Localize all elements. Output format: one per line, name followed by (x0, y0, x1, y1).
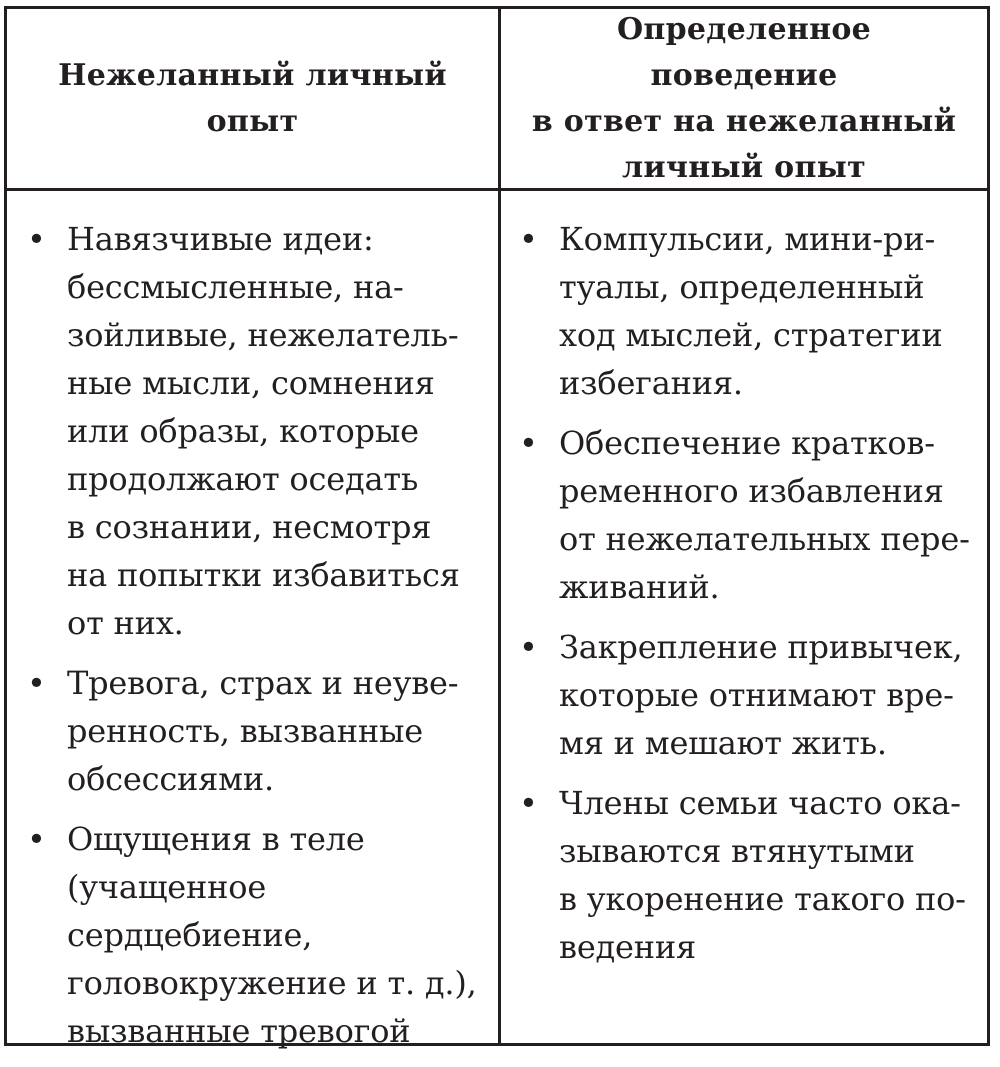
text-line: туалы, определенный (559, 268, 925, 306)
right-column-body (501, 191, 987, 983)
bullet-icon: • (519, 784, 538, 822)
text-line: ход мыслей, стратегии (559, 316, 943, 354)
list-item-text (67, 215, 484, 647)
text-line: от них. (67, 604, 184, 642)
list-item-text (67, 815, 484, 1055)
left-header-line: опыт (206, 103, 299, 139)
text-line: (учащенное (67, 868, 267, 906)
text-line: сердцебиение, (67, 916, 313, 954)
text-line: от нежелательных пере- (559, 520, 970, 558)
right-header-line: Определенное поведение (616, 11, 872, 93)
text-line: ные мысли, сомнения (67, 364, 435, 402)
text-line: бессмысленные, на- (67, 268, 404, 306)
text-line: в сознании, несмотря (67, 508, 432, 546)
list-item-text (67, 659, 484, 803)
list-item (27, 659, 484, 803)
text-line: зойливые, нежелатель- (67, 316, 459, 354)
text-line: в укоренение такого по- (559, 880, 966, 918)
left-column-body (7, 191, 498, 1067)
text-line: на попытки избавиться (67, 556, 460, 594)
right-header-line: личный опыт (621, 149, 867, 185)
text-line: Тревога, страх и неуве- (67, 664, 459, 702)
text-line: обсессиями. (67, 760, 274, 798)
text-line: ведения (559, 928, 697, 966)
text-line: мя и мешают жить. (559, 724, 887, 762)
text-line: Навязчивые идеи: (67, 220, 374, 258)
text-line: живаний. (559, 568, 720, 606)
text-line: Обеспечение кратков- (559, 424, 935, 462)
list-item-text (559, 215, 973, 407)
bullet-icon: • (519, 220, 538, 258)
bullet-icon: • (519, 628, 538, 666)
list-item (27, 815, 484, 1055)
bullet-icon: • (27, 820, 46, 858)
text-line: зываются втянутыми (559, 832, 915, 870)
list-item-text (559, 779, 973, 971)
text-line: продолжают оседать (67, 460, 419, 498)
left-header-line: Нежеланный личный (58, 57, 447, 93)
bullet-icon: • (27, 664, 46, 702)
text-line: головокружение и т. д.), (67, 964, 477, 1002)
text-line: или образы, которые (67, 412, 419, 450)
list-item-text (559, 419, 973, 611)
text-line: которые отнимают вре- (559, 676, 954, 714)
list-item (519, 419, 973, 611)
left-column-header (7, 9, 498, 188)
comparison-table (4, 6, 990, 1050)
list-item (519, 779, 973, 971)
right-header-line: в ответ на нежеланный (531, 103, 957, 139)
right-column-header (501, 9, 987, 188)
text-line: Закрепление привычек, (559, 628, 963, 666)
text-line: Члены семьи часто ока- (559, 784, 961, 822)
text-line: вызванные тревогой (67, 1012, 411, 1050)
list-item (519, 215, 973, 407)
text-line: избегания. (559, 364, 743, 402)
bullet-icon: • (519, 424, 538, 462)
list-item (27, 215, 484, 647)
list-item-text (559, 623, 973, 767)
text-line: ременного избавления (559, 472, 944, 510)
text-line: Ощущения в теле (67, 820, 365, 858)
text-line: ренность, вызванные (67, 712, 424, 750)
bullet-icon: • (27, 220, 46, 258)
list-item (519, 623, 973, 767)
text-line: Компульсии, мини-ри- (559, 220, 936, 258)
